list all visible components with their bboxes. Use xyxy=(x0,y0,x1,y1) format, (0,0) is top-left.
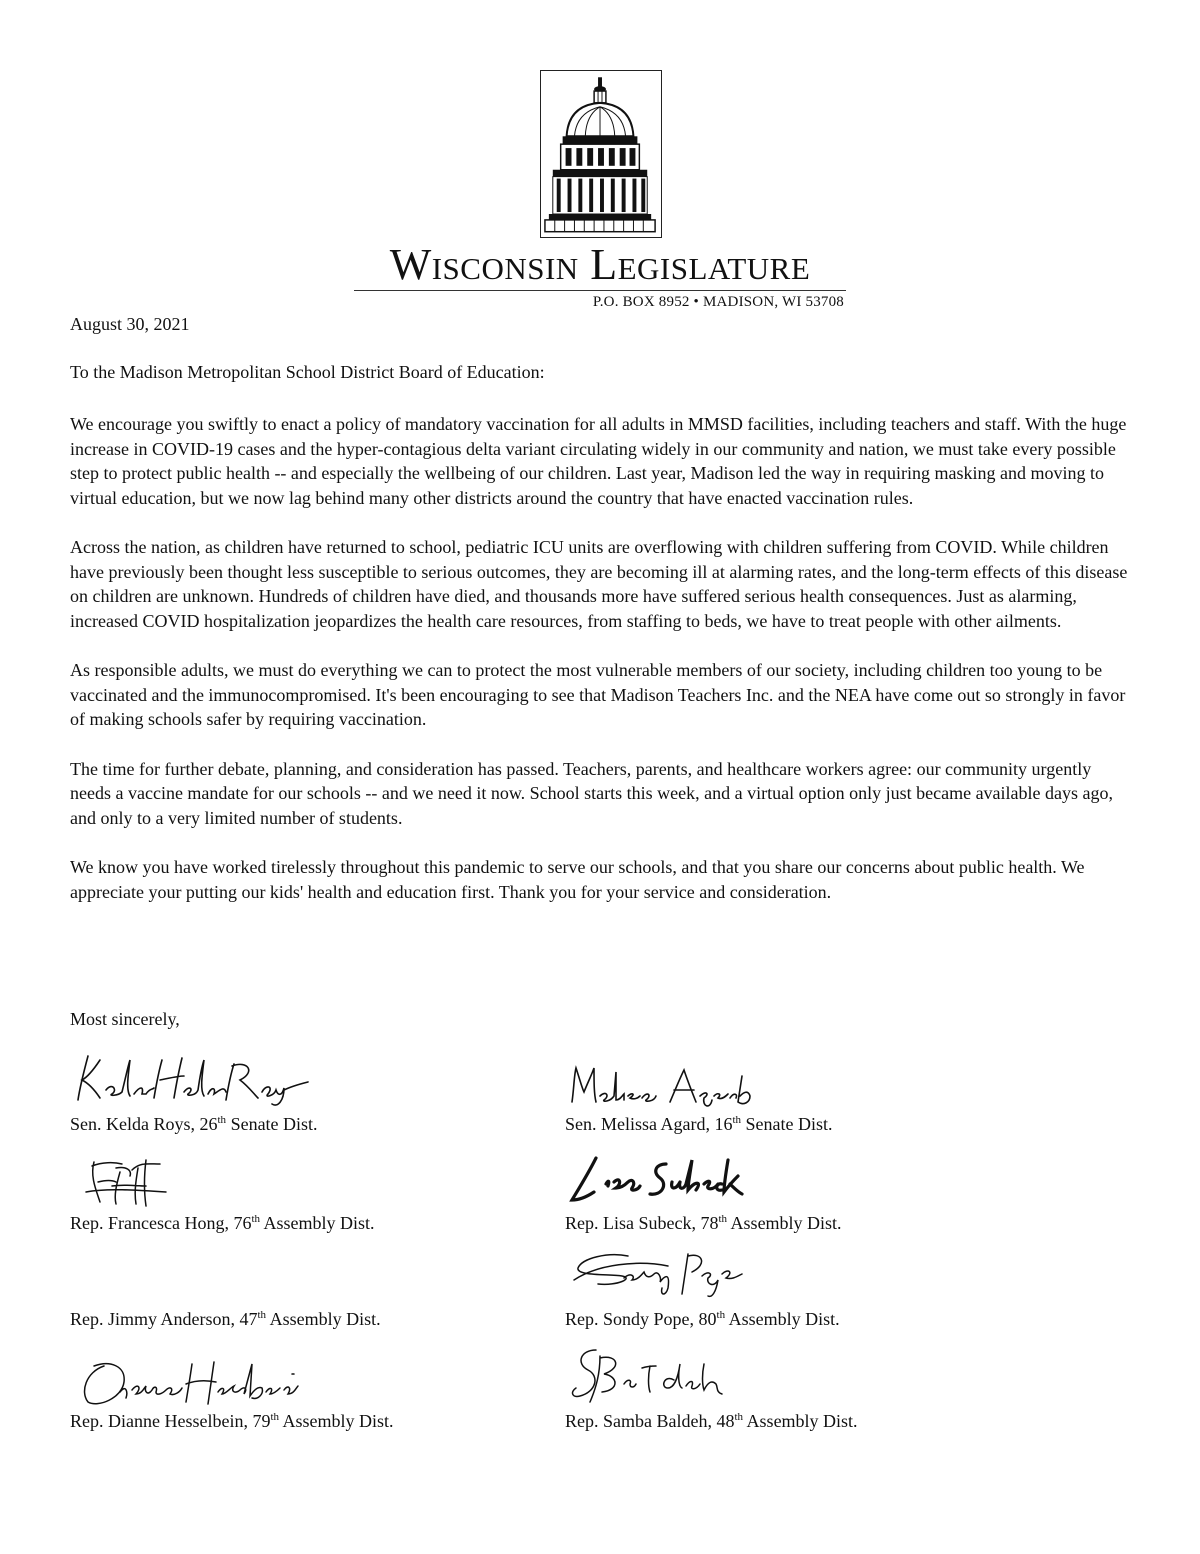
signature-samba-baldeh xyxy=(566,1344,726,1406)
signatory-line xyxy=(70,1114,318,1135)
signatory-line xyxy=(70,1309,381,1330)
signatory-line xyxy=(565,1114,833,1135)
signature-sondy-pope xyxy=(568,1244,748,1300)
ordinal-suffix: th xyxy=(732,1114,742,1126)
capitol-dome-logo xyxy=(540,70,662,238)
ordinal-suffix: th xyxy=(718,1213,728,1225)
signatory-name: Rep. Samba Baldeh, 48 xyxy=(565,1411,735,1431)
signature-melissa-agard xyxy=(566,1062,756,1110)
signatory-district: Assembly Dist. xyxy=(743,1411,858,1431)
signatory-district: Assembly Dist. xyxy=(260,1213,375,1233)
signature-lisa-subeck xyxy=(566,1150,746,1206)
signatory-line xyxy=(70,1213,375,1234)
letterhead-divider xyxy=(354,290,846,291)
letter-date: August 30, 2021 xyxy=(70,314,190,334)
organization-name: Wisconsin Legislature xyxy=(389,240,811,289)
ordinal-suffix: th xyxy=(734,1411,744,1423)
body-paragraph: We encourage you swiftly to enact a policy of mandatory vaccination for all adults in MMSD facilities, including teachers and staff. With the huge increase in COVID-19 cases and the hyper-contagious delta variant circulating widely in our community and nation, we must take every possible step to protect public health -- and especially the wellbeing of our children. Last year, Madison led the way in requiring masking and moving to virtual education, but we now lag behind many other districts around the country that have enacted vaccination rules. xyxy=(70,414,1127,508)
signatory-district: Assembly Dist. xyxy=(266,1309,381,1329)
signature-dianne-hesselbein xyxy=(74,1352,314,1412)
signatory-district: Senate Dist. xyxy=(226,1114,318,1134)
signatory-district: Assembly Dist. xyxy=(279,1411,394,1431)
signatory-name: Sen. Kelda Roys, 26 xyxy=(70,1114,218,1134)
body-paragraph: We know you have worked tirelessly throughout this pandemic to serve our schools, and that you share our concerns about public health. We appreciate your putting our kids' health and education first. Thank you for your service and consideration. xyxy=(70,857,1085,902)
ordinal-suffix: th xyxy=(251,1213,261,1225)
signature-kelda-roys xyxy=(70,1046,310,1106)
ordinal-suffix: th xyxy=(716,1309,726,1321)
signatory-name: Rep. Jimmy Anderson, 47 xyxy=(70,1309,258,1329)
body-paragraph: As responsible adults, we must do everything we can to protect the most vulnerable members of our society, including children too young to be vaccinated and the immunocompromised. It's been encouraging to see that Madison Teachers Inc. and the NEA have come out so strongly in favor of making schools safer by requiring vaccination. xyxy=(70,660,1126,729)
signatory-name: Rep. Dianne Hesselbein, 79 xyxy=(70,1411,271,1431)
signatory-district: Assembly Dist. xyxy=(725,1309,840,1329)
ordinal-suffix: th xyxy=(270,1411,280,1423)
signatory-name: Sen. Melissa Agard, 16 xyxy=(565,1114,733,1134)
signatory-line xyxy=(565,1411,858,1432)
ordinal-suffix: th xyxy=(217,1114,227,1126)
body-paragraph: The time for further debate, planning, and consideration has passed. Teachers, parents, and healthcare workers agree: our community urgently needs a vaccine mandate for our schools -- and we need it now. School starts this week, and a virtual option only just became available days ago, and only to a very limited number of students. xyxy=(70,758,1114,828)
signatory-name: Rep. Sondy Pope, 80 xyxy=(565,1309,717,1329)
letter-salutation: To the Madison Metropolitan School District Board of Education: xyxy=(70,362,545,382)
ordinal-suffix: th xyxy=(257,1309,267,1321)
signatory-line xyxy=(565,1309,840,1330)
letter-body xyxy=(70,412,1136,929)
signature-francesca-hong xyxy=(76,1152,176,1212)
organization-address: P.O. BOX 8952 • MADISON, WI 53708 xyxy=(592,294,844,310)
letterhead xyxy=(352,68,848,318)
signatory-district: Senate Dist. xyxy=(741,1114,833,1134)
body-paragraph: Across the nation, as children have returned to school, pediatric ICU units are overflowing with children suffering from COVID. While children have previously been thought less susceptible to serious outcomes, they are becoming ill at alarming rates, and the long-term effects of this disease on children are unknown. Hundreds of children have died, and thousands more have suffered serious health consequences. Just as alarming, increased COVID hospitalization jeopardizes the health care resources, from staffing to beds, we have to treat people with other ailments. xyxy=(70,537,1128,631)
signatory-district: Assembly Dist. xyxy=(727,1213,842,1233)
signatory-name: Rep. Francesca Hong, 76 xyxy=(70,1213,252,1233)
signatory-line xyxy=(70,1411,394,1432)
signatory-name: Rep. Lisa Subeck, 78 xyxy=(565,1213,719,1233)
letter-closing: Most sincerely, xyxy=(70,1009,180,1029)
signatory-line xyxy=(565,1213,842,1234)
